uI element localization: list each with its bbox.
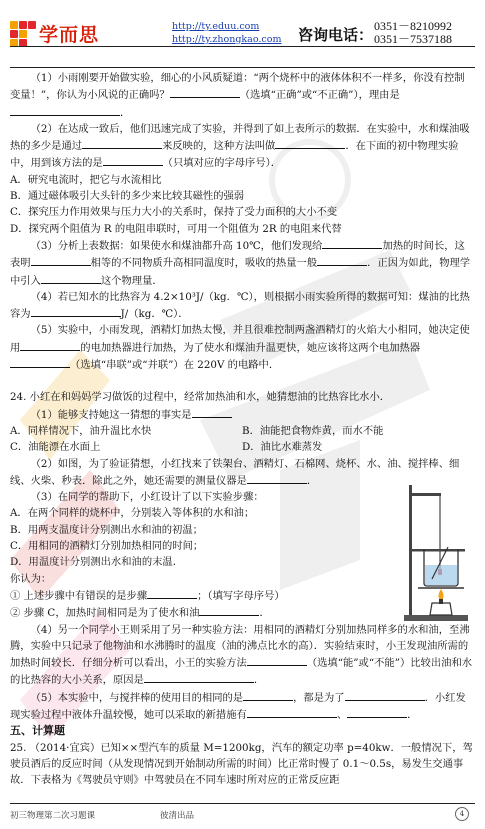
q24-option-b: B．油能把食物炸黄，而水不能 — [242, 424, 384, 437]
page-number: 4 — [455, 807, 469, 821]
header-rule — [10, 46, 475, 47]
alcohol-lamp — [430, 603, 452, 615]
lamp-wick — [439, 599, 443, 604]
footer-credit: 彼清出品 — [160, 811, 195, 821]
q24-step-d: D．用温度计分别测出水和油的末温． — [10, 556, 184, 569]
q23-part2: （2）在达成一致后，他们迅速完成了实验，并得到了如上表所示的数据．在实验中，水和煤油吸热的多少是通过 来反映的，这种方法叫做 ．在下面的初中物理实验中，用到该方法的是 （只填对应的字母序号）． — [10, 122, 470, 170]
q24-option-a: A．同样情况下，油升温比水快 — [10, 424, 152, 437]
q23-part1: （1）小雨刚要开始做实验，细心的小风质疑道：“两个烧杯中的液体体积不一样多，你没有控制变量！”，你认为小风说的正确吗？ （选填“正确”或“不正确”），理由是． — [10, 72, 465, 119]
link-eduu[interactable]: http://ty.eduu.com — [172, 21, 260, 32]
q24-ask: 你认为： — [10, 572, 52, 585]
header-links — [172, 20, 281, 46]
hotline-numbers — [374, 20, 452, 46]
footer-course: 初三物理第二次习题课 — [10, 811, 96, 821]
asbestos-net — [418, 587, 464, 589]
q24-option-d: D．油比水难蒸发 — [242, 441, 323, 454]
q23-option-a: A．研究电流时，把它与水流相比 — [10, 173, 162, 186]
q24-steps-block — [10, 489, 390, 621]
q24-options-row1 — [10, 423, 474, 439]
q24-part4: （4）另一个同学小王则采用了另一种实验方法：用相同的酒精灯分别加热同样多的水和油，至沸腾，实验中只记录了他物油和水沸腾时的温度（油的沸点比水的高）．实验结束时，小王发现油所需的加热时间较长．仔细分析可以看出，小王的实验方法 （选填“能”或“不能”）比较出油和水的比热容的大小关系，原因是 ． — [10, 623, 473, 687]
q24-step-c: C．用相同的酒精灯分别加热相同的时间； — [10, 540, 204, 553]
heating-apparatus-figure — [396, 483, 476, 623]
q24-part3: （3）在同学的帮助下，小红设计了以下实验步骤： — [30, 491, 264, 504]
q24-options-row2 — [10, 439, 474, 455]
section-heading-calc: 五、计算题 — [10, 724, 65, 738]
clamp-arm — [409, 493, 441, 496]
q23-part5: （5）实验中，小雨发现，酒精灯加热太慢，并且很难控制两盏酒精灯的火焰大小相同，她决定使用 的电加热器进行加热，为了使水和煤油升温更快，她应该将这两个电加热器（选填“串联”或“并联”）在 220V 的电路中． — [10, 324, 470, 372]
ring-support — [409, 549, 465, 552]
q23-part4: （4）若已知水的比热容为 4.2×10³J/（kg．℃），则根据小雨实验所得的数据可知：煤油的比热容为 J/（kg．℃）． — [10, 290, 470, 321]
phone-1: 0351－8210992 — [374, 19, 453, 33]
content-top-rule — [10, 67, 475, 68]
liquid — [425, 565, 457, 585]
q24-step-b: B．用两支温度计分别测出水和油的初温； — [10, 523, 203, 536]
phone-2: 0351－7537188 — [374, 32, 453, 46]
link-zhongkao[interactable]: http://ty.zhongkao.com — [172, 34, 282, 45]
q23-option-d: D．探究两个阻值为 R 的电阻串联时，可用一个阻值为 2R 的电阻来代替 — [10, 222, 342, 235]
q24-part5: （5）本实验中，与搅拌棒的使用目的相同的是 ，都是为了 ．小红发现实验过程中液体升温较慢，她可以采取的新措施有 、 ． — [10, 689, 474, 724]
logo-text: 学而思 — [39, 24, 100, 46]
stand-base — [404, 615, 468, 621]
footer-rule — [10, 803, 475, 804]
q24-intro: 24. 小红在和妈妈学习做饭的过程中，经常加热油和水，她猜想油的比热容比水小． — [10, 391, 391, 404]
brand-logo — [10, 20, 99, 47]
q24-step-a: A．在两个同样的烧杯中，分别装入等体积的水和油； — [10, 507, 255, 520]
logo-mark-icon — [10, 21, 36, 47]
q24-part1: （1）能够支持她这一猜想的事实是 — [10, 406, 474, 423]
q23-option-b: B．通过磁体吸引大头针的多少来比较其磁性的强弱 — [10, 190, 245, 203]
q24-part2: （2）如图，为了验证猜想，小红找来了铁架台、酒精灯、石棉网、烧杯、水、油、搅拌棒、细线、火柴、秒表．除此之外，她还需要的测量仪器是 ． — [10, 457, 460, 487]
hotline-label: 咨询电话： — [298, 26, 374, 44]
q24-option-c: C．油能漂在水面上 — [10, 441, 101, 454]
document-body — [10, 70, 474, 788]
q24-answer-1: ① 上述步骤中有错误的是步骤 ；（填写字母序号） — [10, 587, 390, 604]
q23-option-c: C．探究压力作用效果与压力大小的关系时，保持了受力面积的大小不变 — [10, 206, 338, 219]
q24-answer-2: ② 步骤 C，加热时间相同是为了使水和油 ． — [10, 604, 390, 621]
q23-part3: （3）分析上表数据：如果使水和煤油都升高 10℃，他们发现给 加热的时间长，这表明 相等的不同物质升高相同温度时，吸收的热量一般 ．正因为如此，物理学中引入 这个物理量． — [10, 237, 474, 289]
q25-text: 25. （2014·宜宾）已知××型汽车的质量 M=1200kg，汽车的额定功率 p=40kw．一般情况下，驾驶员酒后的反应时间（从发现情况到开始制动所需的时间）比正常时慢了 0.1～0.5s，易发生交通事故．下表格为《驾驶员守则》中驾驶员在不同车速时所对应的正常反应距 — [10, 741, 473, 787]
page-header — [0, 0, 485, 64]
